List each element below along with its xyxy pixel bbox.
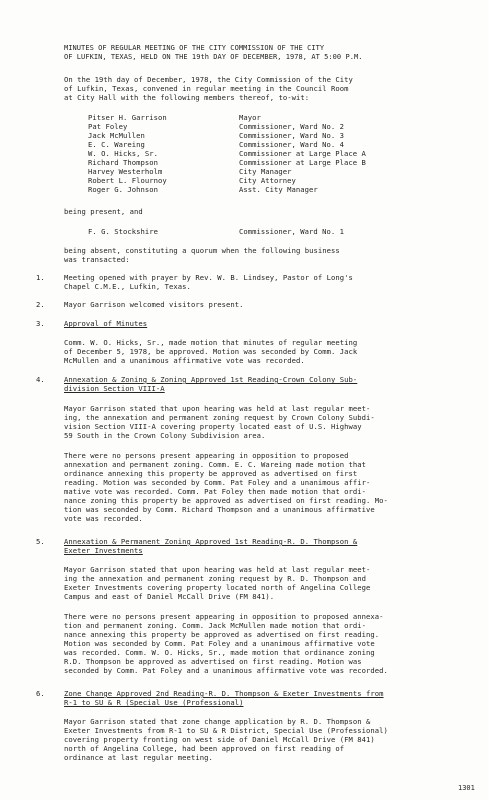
member-role: Asst. City Manager bbox=[239, 185, 318, 194]
member-role: Commissioner at Large Place B bbox=[239, 158, 366, 167]
item-5-heading-1: Annexation & Permanent Zoning Approved 1st Reading-R. D. Thompson & bbox=[64, 537, 358, 546]
item-1-line-1: Meeting opened with prayer by Rev. W. B. Lindsey, Pastor of Long's bbox=[64, 273, 353, 282]
item-4-p2-line: vote was recorded. bbox=[64, 514, 143, 523]
item-number: 4. bbox=[36, 375, 45, 384]
member-name: Jack McMullen bbox=[88, 131, 145, 140]
absent-member-name: F. G. Stockshire bbox=[88, 227, 159, 236]
item-4-heading-1: Annexation & Zoning & Zoning Approved 1st Reading-Crown Colony Sub- bbox=[64, 375, 358, 384]
intro-line-3: at City Hall with the following members thereof, to-wit: bbox=[64, 93, 310, 102]
item-number: 3. bbox=[36, 319, 45, 328]
item-number: 6. bbox=[36, 689, 45, 698]
item-2-line-1: Mayor Garrison welcomed visitors present. bbox=[64, 300, 244, 309]
item-4-p1-line: 59 South in the Crown Colony Subdivision area. bbox=[64, 431, 266, 440]
item-5-p2-line: was recorded. Comm. W. O. Hicks, Sr., made motion that ordinance zoning bbox=[64, 648, 375, 657]
intro-line-1: On the 19th day of December, 1978, the City Commission of the City bbox=[64, 75, 353, 84]
item-4-p1-line: vision Section VIII-A covering property located east of U.S. Highway bbox=[64, 422, 362, 431]
item-6-p1-line: covering property fronting on west side of Daniel McCall Drive (FM 841) bbox=[64, 735, 375, 744]
member-name: Robert L. Flournoy bbox=[88, 176, 167, 185]
minutes-line-1: Comm. W. O. Hicks, Sr., made motion that minutes of regular meeting bbox=[64, 338, 358, 347]
item-6-p1-line: Exeter Investments from R-1 to SU & R District, Special Use (Professional) bbox=[64, 726, 388, 735]
title-line-1: MINUTES OF REGULAR MEETING OF THE CITY COMMISSION OF THE CITY bbox=[64, 44, 325, 52]
item-5-p2-line: R.D. Thompson be approved as advertised on first reading. Motion was bbox=[64, 657, 362, 666]
absent-line-2: was transacted: bbox=[64, 255, 130, 264]
member-name: W. O. Hicks, Sr. bbox=[88, 149, 159, 158]
item-6-p1-line: Mayor Garrison stated that zone change application by R. D. Thompson & bbox=[64, 717, 371, 726]
member-role: Commissioner, Ward No. 4 bbox=[239, 140, 345, 149]
item-5-p2-line: seconded by Comm. Pat Foley and a unanimous affirmative vote was recorded. bbox=[64, 666, 388, 675]
being-present-text: being present, and bbox=[64, 207, 143, 216]
item-5-p1-line: ing the annexation and permanent zoning request by R. D. Thompson and bbox=[64, 574, 367, 583]
member-name: E. C. Wareing bbox=[88, 140, 145, 149]
item-1-line-2: Chapel C.M.E., Lufkin, Texas. bbox=[64, 282, 191, 291]
item-number: 1. bbox=[36, 273, 45, 282]
member-role: Commissioner at Large Place A bbox=[239, 149, 366, 158]
item-5-heading-2: Exeter Investments bbox=[64, 546, 143, 555]
item-number: 2. bbox=[36, 300, 45, 309]
member-name: Pat Foley bbox=[88, 122, 128, 131]
item-4-p2-line: annexation and permanent zoning. Comm. E. C. Wareing made motion that bbox=[64, 460, 367, 469]
item-5-p2-line: nance annexing this property be approved as advertised on first reading. bbox=[64, 630, 380, 639]
absent-line-1: being absent, constituting a quorum when the following business bbox=[64, 246, 340, 255]
item-4-p2-line: mative vote was recorded. Comm. Pat Foley then made motion that ordi- bbox=[64, 487, 367, 496]
item-4-heading-2: division Section VIII-A bbox=[64, 384, 165, 393]
member-name: Harvey Westerholm bbox=[88, 167, 163, 176]
item-5-p1-line: Campus and east of Daniel McCall Drive (FM 841). bbox=[64, 592, 275, 601]
item-4-p2-line: reading. Motion was seconded by Comm. Pat Foley and a unanimous affir- bbox=[64, 478, 371, 487]
title-line-2: OF LUFKIN, TEXAS, HELD ON THE 19th DAY OF DECEMBER, 1978, AT 5:00 P.M. bbox=[64, 53, 363, 61]
member-role: City Manager bbox=[239, 167, 292, 176]
member-name: Roger G. Johnson bbox=[88, 185, 159, 194]
item-3-heading: Approval of Minutes bbox=[64, 319, 148, 328]
item-4-p2-line: nance zoning this property be approved as advertised on first reading. Mo- bbox=[64, 496, 388, 505]
item-6-heading-2: R-1 to SU & R (Special Use (Professional) bbox=[64, 698, 244, 707]
member-name: Pitser H. Garrison bbox=[88, 113, 167, 122]
minutes-line-3: McMullen and a unanimous affirmative vote was recorded. bbox=[64, 356, 305, 365]
item-4-p1-line: ing, the annexation and permanent zoning request by Crown Colony Subdi- bbox=[64, 413, 375, 422]
item-6-p1-line: ordinance at last regular meeting. bbox=[64, 753, 213, 762]
item-6-p1-line: north of Angelina College, had been approved on first reading of bbox=[64, 744, 345, 753]
absent-member-role: Commissioner, Ward No. 1 bbox=[239, 227, 345, 236]
member-role: City Attorney bbox=[239, 176, 296, 185]
member-role: Commissioner, Ward No. 2 bbox=[239, 122, 345, 131]
member-role: Mayor bbox=[239, 113, 261, 122]
item-5-p2-line: Motion was seconded by Comm. Pat Foley and a unanimous affirmative vote bbox=[64, 639, 375, 648]
item-6-heading-1: Zone Change Approved 2nd Reading-R. D. Thompson & Exeter Investments from bbox=[64, 689, 384, 698]
item-5-p1-line: Mayor Garrison stated that upon hearing was held at last regular meet- bbox=[64, 565, 371, 574]
intro-line-2: of Lufkin, Texas, convened in regular meeting in the Council Room bbox=[64, 84, 349, 93]
item-5-p1-line: Exeter Investments covering property located north of Angelina College bbox=[64, 583, 371, 592]
item-4-p2-line: ordinance annexing this property be approved as advertised on first bbox=[64, 469, 358, 478]
item-5-p2-line: tion and permanent zoning. Comm. Jack McMullen made motion that ordi- bbox=[64, 621, 367, 630]
minutes-line-2: of December 5, 1978, be approved. Motion was seconded by Comm. Jack bbox=[64, 347, 358, 356]
member-role: Commissioner, Ward No. 3 bbox=[239, 131, 345, 140]
item-5-p2-line: There were no persons present appearing in opposition to proposed annexa- bbox=[64, 612, 384, 621]
item-4-p1-line: Mayor Garrison stated that upon hearing was held at last regular meet- bbox=[64, 404, 371, 413]
item-4-p2-line: tion was seconded by Comm. Richard Thompson and a unanimous affirmative bbox=[64, 505, 375, 514]
item-4-p2-line: There were no persons present appearing in opposition to proposed bbox=[64, 451, 349, 460]
page-number: 1301 bbox=[458, 784, 475, 792]
member-name: Richard Thompson bbox=[88, 158, 159, 167]
item-number: 5. bbox=[36, 537, 45, 546]
